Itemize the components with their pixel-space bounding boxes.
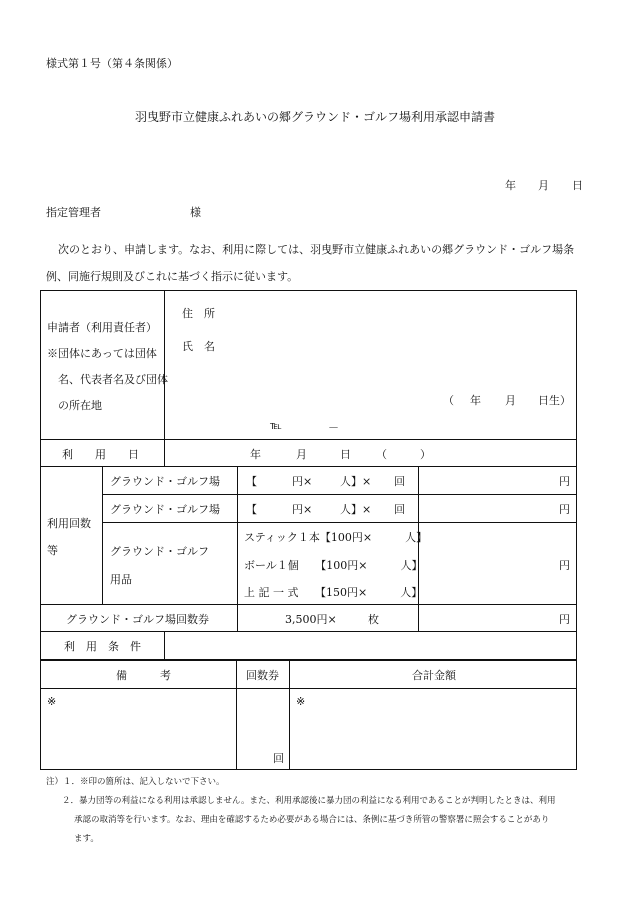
use-date-day: 日 xyxy=(340,448,351,461)
page-title: 羽曳野市立健康ふれあいの郷グラウンド・ゴルフ場利用承認申請書 xyxy=(134,110,495,124)
birth-month: 月 xyxy=(505,394,516,407)
birth-open: （ xyxy=(443,394,454,407)
row1-yen: 円× xyxy=(292,475,313,488)
row3-stick: スティック１本【100円× 人】 xyxy=(244,531,428,544)
row3-ball: ボール１個 【100円× 人】 xyxy=(244,559,423,572)
row1-bracket: 【 xyxy=(246,475,257,488)
intro-line2: 例、同施行規則及びこれに基づく指示に従います。 xyxy=(46,270,299,283)
use-date-year: 年 xyxy=(250,448,261,461)
tel-icon: ℡ xyxy=(270,419,282,432)
ticket-price: 3,500円× xyxy=(285,613,337,626)
row2-bracket: 【 xyxy=(246,503,257,516)
row3-item2: 用品 xyxy=(110,573,132,586)
row2-times: 回 xyxy=(394,503,405,516)
row2-yen: 円× xyxy=(292,503,313,516)
total-mark: ※ xyxy=(296,695,306,708)
row3-set: 上 記 一 式 【150円× 人】 xyxy=(244,586,423,599)
row2-item: グラウンド・ゴルフ場 xyxy=(110,503,220,516)
applicant-note2: 名、代表者名及び団体 xyxy=(58,373,168,386)
row1-total: 円 xyxy=(559,475,570,488)
note-2c: ます。 xyxy=(74,834,99,844)
row2-total: 円 xyxy=(559,503,570,516)
ticket-count-label: 回数券 xyxy=(246,669,279,682)
birth-year: 年 xyxy=(470,394,481,407)
ticket-unit: 枚 xyxy=(368,613,379,626)
remarks-mark: ※ xyxy=(47,695,57,708)
note-1: 注）１．※印の箇所は、記入しないで下さい。 xyxy=(46,777,225,787)
applicant-note1: ※団体にあっては団体 xyxy=(47,347,157,360)
date-year: 年 xyxy=(505,179,516,192)
use-date-month: 月 xyxy=(296,448,307,461)
address-label: 住 所 xyxy=(182,307,215,320)
tel-dash: － xyxy=(328,421,339,434)
ticket-label: グラウンド・ゴルフ場回数券 xyxy=(66,613,209,626)
date-day: 日 xyxy=(572,179,583,192)
row3-item1: グラウンド・ゴルフ xyxy=(110,545,209,558)
row1-times: 回 xyxy=(394,475,405,488)
ticket-count-unit: 回 xyxy=(273,752,284,765)
row1-people: 人】× xyxy=(340,475,372,488)
row2-people: 人】× xyxy=(340,503,372,516)
use-date-label: 利 用 日 xyxy=(62,448,139,461)
intro-line1: 次のとおり、申請します。なお、利用に際しては、羽曳野市立健康ふれあいの郷グラウンド・ゴルフ場条 xyxy=(58,243,575,256)
date-month: 月 xyxy=(538,179,549,192)
birth-day: 日生） xyxy=(538,394,571,407)
use-date-weekday: （ ） xyxy=(376,448,431,461)
usage-label2: 等 xyxy=(47,544,58,557)
remarks-label: 備 考 xyxy=(116,669,171,682)
row1-item: グラウンド・ゴルフ場 xyxy=(110,475,220,488)
note-2b: 承認の取消等を行います。なお、理由を確認するため必要がある場合には、条例に基づき所管の警察署に照会することがあり xyxy=(74,815,550,825)
conditions-label: 利 用 条 件 xyxy=(64,640,141,653)
name-label: 氏 名 xyxy=(182,340,215,353)
total-amount-label: 合計金額 xyxy=(412,669,456,682)
addressee-label: 指定管理者 xyxy=(46,206,101,219)
usage-label1: 利用回数 xyxy=(47,517,91,530)
applicant-label: 申請者（利用責任者） xyxy=(47,321,157,334)
ticket-total: 円 xyxy=(559,613,570,626)
form-number: 様式第１号（第４条関係） xyxy=(46,57,178,70)
note-2a: ２．暴力団等の利益になる利用は承認しません。また、利用承認後に暴力団の利益になる利用であることが判明したときは、利用 xyxy=(62,796,556,806)
addressee-honorific: 様 xyxy=(190,206,201,219)
applicant-note3: の所在地 xyxy=(58,399,102,412)
row3-total: 円 xyxy=(559,559,570,572)
